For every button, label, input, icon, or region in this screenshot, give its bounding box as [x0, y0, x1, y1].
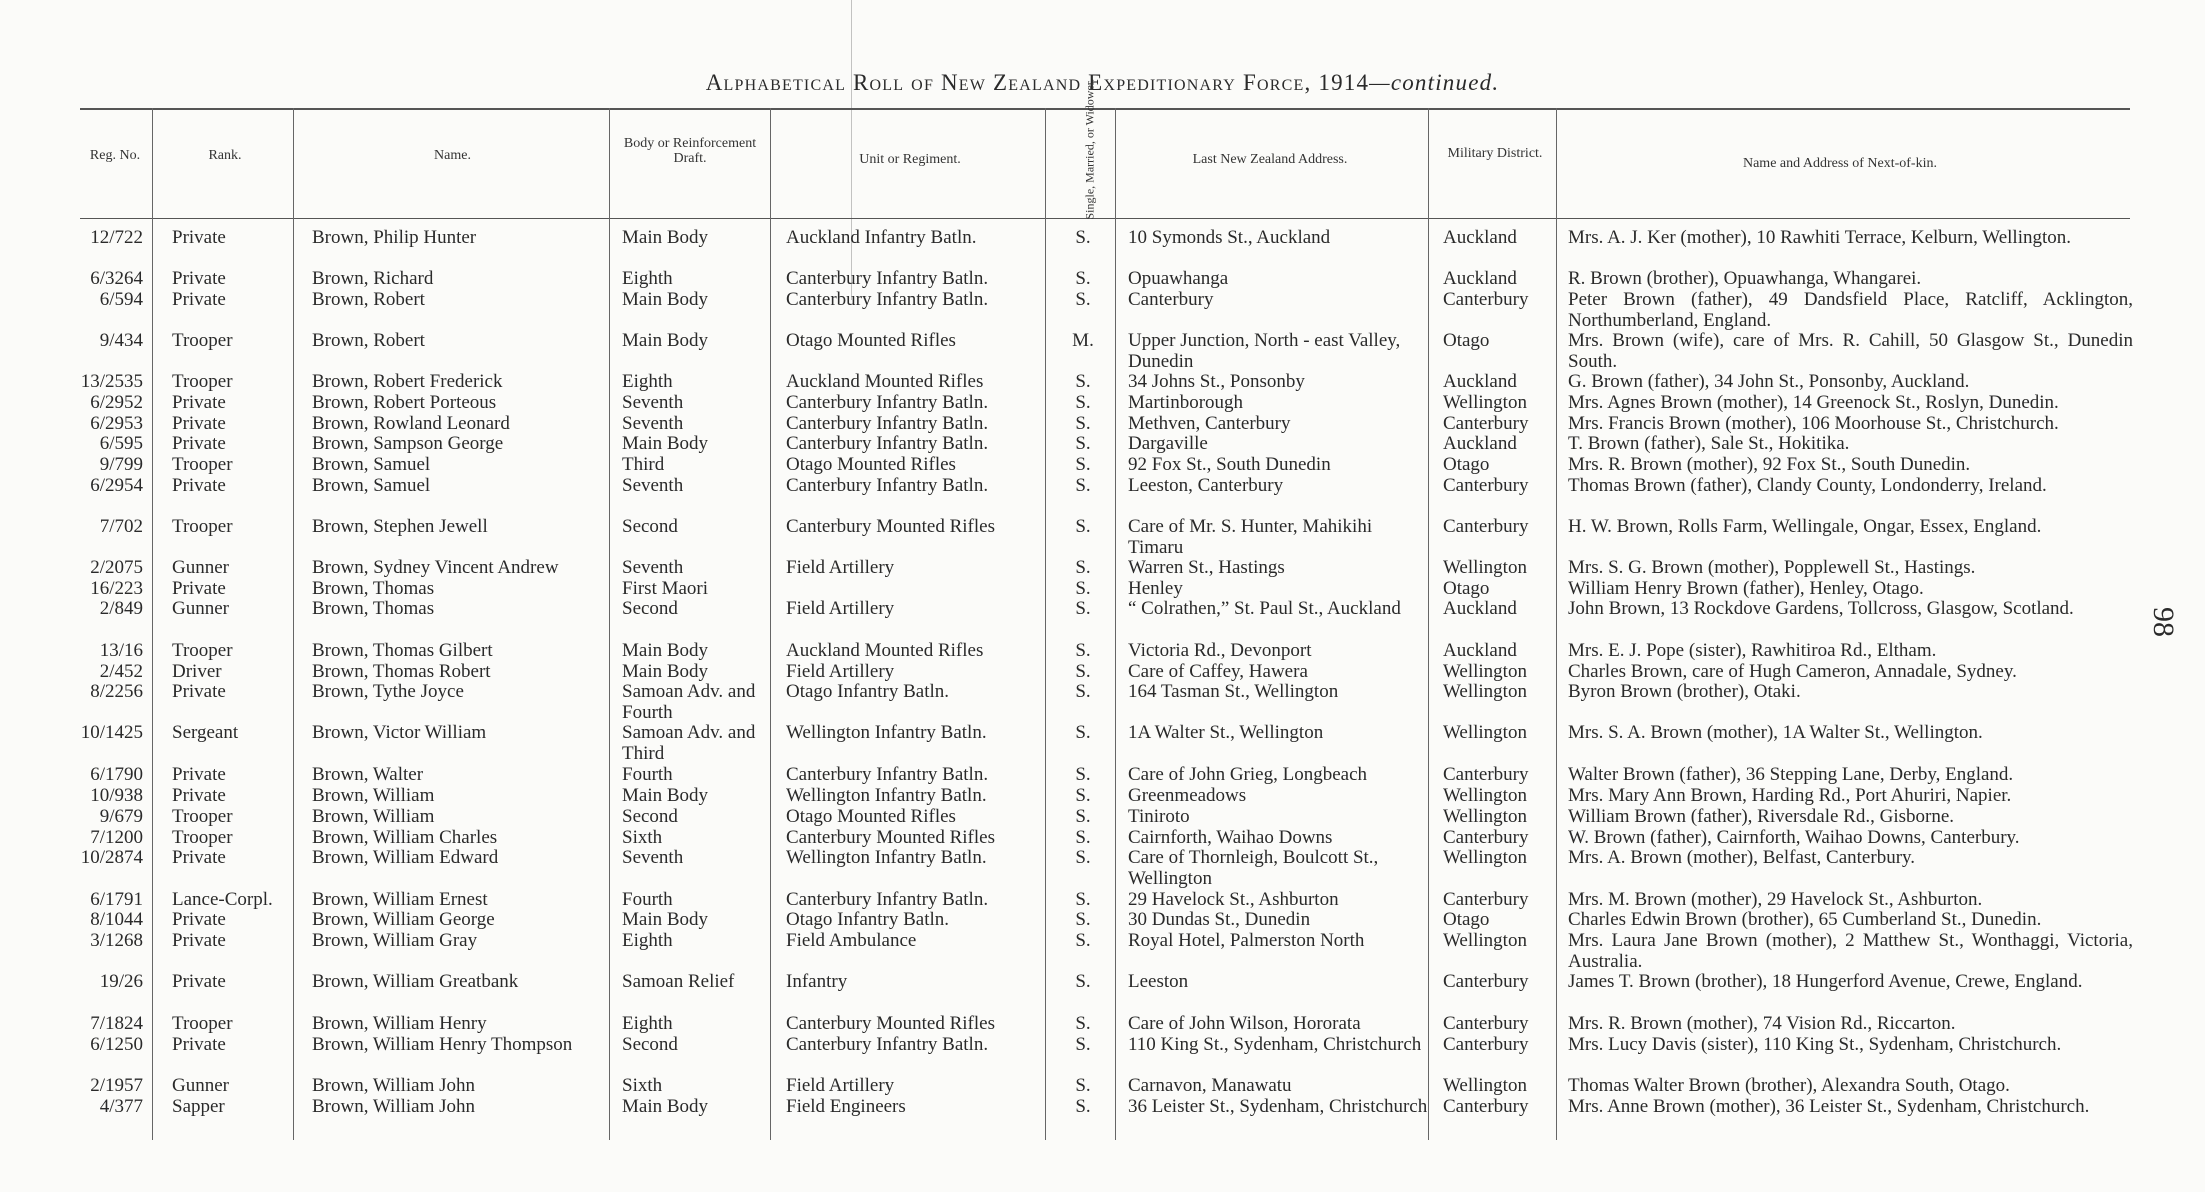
- cell-unit: Otago Infantry Batln.: [786, 681, 950, 702]
- cell-address: Leeston, Canterbury: [1128, 475, 1284, 496]
- cell-address: Warren St., Hastings: [1128, 557, 1285, 578]
- column-rule: [1428, 108, 1429, 1140]
- header-marital-status: Single, Married, or Widower.: [1082, 78, 1097, 220]
- cell-status: S.: [1075, 227, 1091, 248]
- cell-rank: Trooper: [172, 371, 233, 392]
- cell-body: First Maori: [622, 578, 709, 599]
- header-military-district: Military District.: [1447, 146, 1543, 161]
- cell-district: Canterbury: [1443, 413, 1529, 434]
- cell-district: Canterbury: [1443, 827, 1529, 848]
- cell-body: Second: [622, 806, 678, 827]
- cell-status: S.: [1075, 847, 1091, 868]
- cell-rank: Private: [172, 392, 226, 413]
- cell-reg: 12/722: [90, 227, 143, 248]
- cell-district: Canterbury: [1443, 764, 1529, 785]
- cell-rank: Private: [172, 475, 226, 496]
- cell-reg: 10/938: [90, 785, 143, 806]
- cell-address: 30 Dundas St., Dunedin: [1128, 909, 1311, 930]
- cell-reg: 6/2952: [90, 392, 143, 413]
- cell-district: Wellington: [1443, 1075, 1527, 1096]
- header-name: Name.: [434, 148, 471, 163]
- cell-district: Canterbury: [1443, 1096, 1529, 1117]
- cell-status: S.: [1075, 289, 1091, 310]
- cell-district: Otago: [1443, 578, 1490, 599]
- column-rule: [152, 108, 153, 1140]
- column-rule: [1556, 108, 1557, 1140]
- cell-address: Care of Mr. S. Hunter, Mahikihi Timaru: [1128, 516, 1373, 558]
- cell-unit: Canterbury Infantry Batln.: [786, 433, 989, 454]
- cell-unit: Field Engineers: [786, 1096, 906, 1117]
- cell-reg: 8/2256: [90, 681, 143, 702]
- cell-body: Samoan Relief: [622, 971, 735, 992]
- cell-kin: William Henry Brown (father), Henley, Otago.: [1568, 578, 1924, 599]
- cell-status: S.: [1075, 909, 1091, 930]
- cell-rank: Private: [172, 971, 226, 992]
- cell-body: Fourth: [622, 764, 673, 785]
- cell-name: Brown, Robert: [312, 289, 425, 310]
- cell-address: Victoria Rd., Devonport: [1128, 640, 1312, 661]
- cell-rank: Private: [172, 578, 226, 599]
- cell-kin: G. Brown (father), 34 John St., Ponsonby, Auckland.: [1568, 371, 1970, 392]
- cell-district: Auckland: [1443, 268, 1517, 289]
- cell-name: Brown, Thomas: [312, 578, 435, 599]
- cell-status: S.: [1075, 475, 1091, 496]
- cell-body: Main Body: [622, 289, 709, 310]
- cell-name: Brown, Samuel: [312, 475, 431, 496]
- cell-reg: 3/1268: [90, 930, 143, 951]
- cell-unit: Auckland Infantry Batln.: [786, 227, 977, 248]
- cell-unit: Canterbury Infantry Batln.: [786, 268, 989, 289]
- cell-name: Brown, Richard: [312, 268, 434, 289]
- cell-name: Brown, Robert Frederick: [312, 371, 503, 392]
- cell-address: 110 King St., Sydenham, Christchurch: [1128, 1034, 1422, 1055]
- cell-status: S.: [1075, 268, 1091, 289]
- cell-reg: 9/679: [99, 806, 143, 827]
- cell-kin: W. Brown (father), Cairnforth, Waihao Downs, Canterbury.: [1568, 827, 2020, 848]
- cell-district: Canterbury: [1443, 1034, 1529, 1055]
- cell-unit: Canterbury Mounted Rifles: [786, 827, 995, 848]
- cell-kin: Mrs. A. J. Ker (mother), 10 Rawhiti Terrace, Kelburn, Wellington.: [1568, 227, 2071, 248]
- cell-body: Eighth: [622, 371, 673, 392]
- cell-kin: Mrs. A. Brown (mother), Belfast, Canterbury.: [1568, 847, 1916, 868]
- cell-address: 34 Johns St., Ponsonby: [1128, 371, 1305, 392]
- cell-body: Eighth: [622, 1013, 673, 1034]
- cell-address: Henley: [1128, 578, 1183, 599]
- cell-reg: 2/1957: [90, 1075, 143, 1096]
- cell-kin: Mrs. S. G. Brown (mother), Popplewell St., Hastings.: [1568, 557, 1976, 578]
- cell-rank: Gunner: [172, 1075, 229, 1096]
- cell-kin: T. Brown (father), Sale St., Hokitika.: [1568, 433, 1850, 454]
- cell-body: Main Body: [622, 640, 709, 661]
- cell-status: S.: [1075, 1013, 1091, 1034]
- cell-reg: 4/377: [99, 1096, 143, 1117]
- cell-reg: 6/1791: [90, 889, 143, 910]
- cell-name: Brown, Victor William: [312, 722, 487, 743]
- cell-address: Care of John Grieg, Longbeach: [1128, 764, 1368, 785]
- cell-rank: Private: [172, 1034, 226, 1055]
- column-rule: [1115, 108, 1116, 1140]
- cell-status: S.: [1075, 1096, 1091, 1117]
- cell-body: Main Body: [622, 909, 709, 930]
- cell-status: S.: [1075, 827, 1091, 848]
- cell-district: Canterbury: [1443, 889, 1529, 910]
- cell-address: Methven, Canterbury: [1128, 413, 1291, 434]
- cell-name: Brown, Sydney Vincent Andrew: [312, 557, 559, 578]
- cell-status: S.: [1075, 889, 1091, 910]
- cell-reg: 2/2075: [90, 557, 143, 578]
- cell-unit: Canterbury Infantry Batln.: [786, 764, 989, 785]
- cell-reg: 6/2954: [90, 475, 143, 496]
- cell-kin: Mrs. E. J. Pope (sister), Rawhitiroa Rd., Eltham.: [1568, 640, 1937, 661]
- cell-district: Auckland: [1443, 433, 1517, 454]
- cell-unit: Wellington Infantry Batln.: [786, 722, 987, 743]
- cell-unit: Otago Mounted Rifles: [786, 330, 956, 351]
- cell-body: Samoan Adv. and Third: [622, 722, 756, 764]
- cell-unit: Canterbury Infantry Batln.: [786, 289, 989, 310]
- cell-name: Brown, William John: [312, 1075, 476, 1096]
- cell-body: Eighth: [622, 930, 673, 951]
- cell-district: Wellington: [1443, 661, 1527, 682]
- cell-name: Brown, William George: [312, 909, 495, 930]
- cell-rank: Private: [172, 930, 226, 951]
- cell-kin: Mrs. Brown (wife), care of Mrs. R. Cahill, 50 Glasgow St., Dunedin South.: [1568, 330, 2133, 372]
- cell-name: Brown, Robert Porteous: [312, 392, 497, 413]
- header-rank: Rank.: [208, 148, 242, 163]
- cell-status: S.: [1075, 516, 1091, 537]
- cell-status: S.: [1075, 640, 1091, 661]
- cell-district: Wellington: [1443, 806, 1527, 827]
- cell-address: 1A Walter St., Wellington: [1128, 722, 1324, 743]
- cell-rank: Lance-Corpl.: [172, 889, 273, 910]
- cell-reg: 13/16: [99, 640, 143, 661]
- cell-name: Brown, William Ernest: [312, 889, 488, 910]
- cell-status: S.: [1075, 930, 1091, 951]
- cell-name: Brown, Sampson George: [312, 433, 504, 454]
- cell-name: Brown, Rowland Leonard: [312, 413, 510, 434]
- cell-name: Brown, Samuel: [312, 454, 431, 475]
- cell-district: Auckland: [1443, 371, 1517, 392]
- cell-status: S.: [1075, 578, 1091, 599]
- cell-reg: 6/594: [99, 289, 143, 310]
- cell-rank: Private: [172, 764, 226, 785]
- header-reg-no: Reg. No.: [89, 148, 141, 163]
- cell-reg: 6/3264: [90, 268, 143, 289]
- cell-reg: 6/1250: [90, 1034, 143, 1055]
- cell-kin: Walter Brown (father), 36 Stepping Lane, Derby, England.: [1568, 764, 2014, 785]
- cell-body: Main Body: [622, 661, 709, 682]
- cell-body: Seventh: [622, 413, 684, 434]
- cell-name: Brown, Walter: [312, 764, 424, 785]
- cell-district: Canterbury: [1443, 475, 1529, 496]
- cell-district: Otago: [1443, 909, 1490, 930]
- cell-address: Opuawhanga: [1128, 268, 1229, 289]
- header-unit: Unit or Regiment.: [859, 152, 961, 167]
- cell-unit: Wellington Infantry Batln.: [786, 785, 987, 806]
- cell-rank: Private: [172, 785, 226, 806]
- cell-address: Upper Junction, North - east Valley, Dunedin: [1128, 330, 1401, 372]
- cell-status: S.: [1075, 1075, 1091, 1096]
- cell-unit: Wellington Infantry Batln.: [786, 847, 987, 868]
- cell-district: Wellington: [1443, 930, 1527, 951]
- cell-status: S.: [1075, 1034, 1091, 1055]
- cell-rank: Private: [172, 227, 226, 248]
- cell-rank: Trooper: [172, 806, 233, 827]
- cell-status: S.: [1075, 557, 1091, 578]
- cell-body: Sixth: [622, 827, 663, 848]
- cell-address: Leeston: [1128, 971, 1189, 992]
- cell-kin: Mrs. Anne Brown (mother), 36 Leister St., Sydenham, Christchurch.: [1568, 1096, 2090, 1117]
- cell-rank: Private: [172, 268, 226, 289]
- cell-name: Brown, Robert: [312, 330, 425, 351]
- cell-reg: 6/595: [99, 433, 143, 454]
- header-next-of-kin: Name and Address of Next-of-kin.: [1742, 156, 1937, 171]
- cell-unit: Infantry: [786, 971, 848, 992]
- cell-district: Otago: [1443, 454, 1490, 475]
- cell-reg: 10/2874: [80, 847, 143, 868]
- cell-name: Brown, William Gray: [312, 930, 478, 951]
- cell-reg: 10/1425: [80, 722, 143, 743]
- cell-name: Brown, William Henry: [312, 1013, 487, 1034]
- cell-district: Wellington: [1443, 681, 1527, 702]
- cell-kin: Mrs. M. Brown (mother), 29 Havelock St., Ashburton.: [1568, 889, 1983, 910]
- cell-body: Main Body: [622, 433, 709, 454]
- cell-unit: Field Artillery: [786, 598, 895, 619]
- cell-name: Brown, Tythe Joyce: [312, 681, 464, 702]
- header-address: Last New Zealand Address.: [1192, 152, 1348, 167]
- cell-rank: Gunner: [172, 598, 229, 619]
- cell-name: Brown, William Edward: [312, 847, 499, 868]
- cell-rank: Trooper: [172, 640, 233, 661]
- cell-reg: 2/452: [99, 661, 143, 682]
- cell-rank: Private: [172, 289, 226, 310]
- cell-status: S.: [1075, 454, 1091, 475]
- cell-status: S.: [1075, 413, 1091, 434]
- cell-address: Carnavon, Manawatu: [1128, 1075, 1292, 1096]
- cell-body: Seventh: [622, 392, 684, 413]
- cell-name: Brown, William: [312, 806, 435, 827]
- cell-status: S.: [1075, 433, 1091, 454]
- cell-address: Cairnforth, Waihao Downs: [1128, 827, 1333, 848]
- cell-rank: Driver: [172, 661, 222, 682]
- cell-address: 29 Havelock St., Ashburton: [1128, 889, 1339, 910]
- page-number: 98: [2147, 607, 2180, 637]
- cell-status: S.: [1075, 392, 1091, 413]
- cell-reg: 6/1790: [90, 764, 143, 785]
- cell-district: Canterbury: [1443, 289, 1529, 310]
- cell-kin: Mrs. Mary Ann Brown, Harding Rd., Port Ahuriri, Napier.: [1568, 785, 2012, 806]
- cell-rank: Trooper: [172, 516, 233, 537]
- cell-status: S.: [1075, 661, 1091, 682]
- cell-kin: Charles Brown, care of Hugh Cameron, Annadale, Sydney.: [1568, 661, 2017, 682]
- cell-name: Brown, Philip Hunter: [312, 227, 477, 248]
- cell-body: Second: [622, 1034, 678, 1055]
- cell-unit: Otago Mounted Rifles: [786, 806, 956, 827]
- cell-name: Brown, Thomas: [312, 598, 435, 619]
- cell-district: Wellington: [1443, 847, 1527, 868]
- header-bottom-rule: [80, 218, 2130, 219]
- cell-status: S.: [1075, 764, 1091, 785]
- cell-body: Second: [622, 598, 678, 619]
- cell-unit: Canterbury Mounted Rifles: [786, 516, 995, 537]
- cell-reg: 19/26: [99, 971, 143, 992]
- cell-address: Care of Caffey, Hawera: [1128, 661, 1308, 682]
- cell-address: 36 Leister St., Sydenham, Christchurch: [1128, 1096, 1428, 1117]
- cell-district: Canterbury: [1443, 971, 1529, 992]
- cell-address: “ Colrathen,” St. Paul St., Auckland: [1128, 598, 1401, 619]
- cell-unit: Field Artillery: [786, 557, 895, 578]
- cell-reg: 9/799: [99, 454, 143, 475]
- cell-rank: Private: [172, 413, 226, 434]
- page-title: Alphabetical Roll of New Zealand Expeditionary Force, 1914—continued.: [705, 70, 1500, 95]
- cell-kin: Mrs. Francis Brown (mother), 106 Moorhouse St., Christchurch.: [1568, 413, 2059, 434]
- cell-unit: Canterbury Infantry Batln.: [786, 392, 989, 413]
- cell-body: Main Body: [622, 1096, 709, 1117]
- cell-kin: Byron Brown (brother), Otaki.: [1568, 681, 1801, 702]
- cell-reg: 8/1044: [90, 909, 143, 930]
- cell-unit: Otago Mounted Rifles: [786, 454, 956, 475]
- cell-address: Care of Thornleigh, Boulcott St., Wellington: [1128, 847, 1379, 889]
- cell-reg: 7/1200: [90, 827, 143, 848]
- cell-district: Auckland: [1443, 598, 1517, 619]
- cell-name: Brown, Stephen Jewell: [312, 516, 488, 537]
- page-fold-mark: [851, 0, 852, 300]
- cell-body: Main Body: [622, 227, 709, 248]
- cell-rank: Private: [172, 681, 226, 702]
- table-top-rule: [80, 108, 2130, 110]
- cell-rank: Private: [172, 433, 226, 454]
- cell-address: Greenmeadows: [1128, 785, 1247, 806]
- column-rule: [770, 108, 771, 1140]
- cell-name: Brown, William John: [312, 1096, 476, 1117]
- cell-district: Canterbury: [1443, 516, 1529, 537]
- cell-kin: Peter Brown (father), 49 Dandsfield Place, Ratcliff, Acklington, Northumberland, England.: [1568, 289, 2133, 331]
- cell-address: Martinborough: [1128, 392, 1244, 413]
- cell-kin: Mrs. Laura Jane Brown (mother), 2 Matthew St., Wonthaggi, Victoria, Australia.: [1568, 930, 2133, 972]
- cell-name: Brown, William Greatbank: [312, 971, 519, 992]
- cell-kin: William Brown (father), Riversdale Rd., Gisborne.: [1568, 806, 1955, 827]
- cell-reg: 9/434: [99, 330, 143, 351]
- cell-kin: Charles Edwin Brown (brother), 65 Cumberland St., Dunedin.: [1568, 909, 2042, 930]
- cell-unit: Field Ambulance: [786, 930, 917, 951]
- header-body-draft: Body or Reinforcement Draft.: [623, 136, 757, 166]
- cell-district: Wellington: [1443, 557, 1527, 578]
- cell-name: Brown, Thomas Robert: [312, 661, 491, 682]
- cell-unit: Canterbury Infantry Batln.: [786, 413, 989, 434]
- cell-address: Dargaville: [1128, 433, 1208, 454]
- cell-status: S.: [1075, 806, 1091, 827]
- cell-rank: Sergeant: [172, 722, 239, 743]
- cell-address: 164 Tasman St., Wellington: [1128, 681, 1339, 702]
- cell-rank: Trooper: [172, 827, 233, 848]
- cell-district: Wellington: [1443, 392, 1527, 413]
- cell-reg: 7/1824: [90, 1013, 143, 1034]
- cell-reg: 2/849: [99, 598, 143, 619]
- cell-body: Fourth: [622, 889, 673, 910]
- cell-district: Wellington: [1443, 722, 1527, 743]
- cell-reg: 13/2535: [80, 371, 143, 392]
- cell-kin: Mrs. R. Brown (mother), 92 Fox St., South Dunedin.: [1568, 454, 1971, 475]
- cell-address: Care of John Wilson, Hororata: [1128, 1013, 1361, 1034]
- cell-body: Samoan Adv. and Fourth: [622, 681, 756, 723]
- cell-body: Sixth: [622, 1075, 663, 1096]
- cell-kin: Mrs. Lucy Davis (sister), 110 King St., Sydenham, Christchurch.: [1568, 1034, 2062, 1055]
- cell-rank: Private: [172, 847, 226, 868]
- cell-kin: H. W. Brown, Rolls Farm, Wellingale, Ongar, Essex, England.: [1568, 516, 2042, 537]
- cell-kin: Mrs. S. A. Brown (mother), 1A Walter St., Wellington.: [1568, 722, 1983, 743]
- cell-reg: 7/702: [99, 516, 143, 537]
- cell-body: Seventh: [622, 557, 684, 578]
- cell-name: Brown, William: [312, 785, 435, 806]
- cell-address: 92 Fox St., South Dunedin: [1128, 454, 1331, 475]
- cell-status: S.: [1075, 785, 1091, 806]
- cell-name: Brown, William Charles: [312, 827, 498, 848]
- cell-kin: John Brown, 13 Rockdove Gardens, Tollcross, Glasgow, Scotland.: [1568, 598, 2074, 619]
- cell-kin: Mrs. Agnes Brown (mother), 14 Greenock St., Roslyn, Dunedin.: [1568, 392, 2059, 413]
- cell-body: Second: [622, 516, 678, 537]
- cell-status: S.: [1075, 681, 1091, 702]
- cell-name: Brown, William Henry Thompson: [312, 1034, 573, 1055]
- cell-body: Seventh: [622, 475, 684, 496]
- cell-unit: Field Artillery: [786, 1075, 895, 1096]
- cell-unit: Canterbury Infantry Batln.: [786, 889, 989, 910]
- cell-status: S.: [1075, 371, 1091, 392]
- cell-reg: 16/223: [90, 578, 143, 599]
- cell-unit: Canterbury Infantry Batln.: [786, 1034, 989, 1055]
- cell-rank: Trooper: [172, 454, 233, 475]
- cell-unit: Canterbury Mounted Rifles: [786, 1013, 995, 1034]
- cell-rank: Trooper: [172, 330, 233, 351]
- cell-district: Auckland: [1443, 640, 1517, 661]
- cell-body: Main Body: [622, 785, 709, 806]
- column-rule: [293, 108, 294, 1140]
- cell-body: Third: [622, 454, 665, 475]
- cell-address: Tiniroto: [1128, 806, 1190, 827]
- cell-status: S.: [1075, 971, 1091, 992]
- cell-unit: Auckland Mounted Rifles: [786, 371, 984, 392]
- cell-address: 10 Symonds St., Auckland: [1128, 227, 1331, 248]
- cell-body: Main Body: [622, 330, 709, 351]
- cell-status: S.: [1075, 598, 1091, 619]
- cell-district: Wellington: [1443, 785, 1527, 806]
- cell-kin: R. Brown (brother), Opuawhanga, Whangarei.: [1568, 268, 1922, 289]
- cell-district: Canterbury: [1443, 1013, 1529, 1034]
- cell-kin: Thomas Brown (father), Clandy County, Londonderry, Ireland.: [1568, 475, 2047, 496]
- cell-reg: 6/2953: [90, 413, 143, 434]
- cell-status: S.: [1075, 722, 1091, 743]
- cell-kin: James T. Brown (brother), 18 Hungerford Avenue, Crewe, England.: [1568, 971, 2083, 992]
- cell-unit: Otago Infantry Batln.: [786, 909, 950, 930]
- cell-kin: Mrs. R. Brown (mother), 74 Vision Rd., Riccarton.: [1568, 1013, 1956, 1034]
- cell-address: Royal Hotel, Palmerston North: [1128, 930, 1365, 951]
- cell-kin: Thomas Walter Brown (brother), Alexandra South, Otago.: [1568, 1075, 2010, 1096]
- cell-district: Otago: [1443, 330, 1490, 351]
- cell-rank: Private: [172, 909, 226, 930]
- cell-name: Brown, Thomas Gilbert: [312, 640, 493, 661]
- cell-rank: Trooper: [172, 1013, 233, 1034]
- cell-unit: Auckland Mounted Rifles: [786, 640, 984, 661]
- cell-rank: Gunner: [172, 557, 229, 578]
- cell-rank: Sapper: [172, 1096, 225, 1117]
- cell-unit: Canterbury Infantry Batln.: [786, 475, 989, 496]
- cell-body: Eighth: [622, 268, 673, 289]
- cell-unit: Field Artillery: [786, 661, 895, 682]
- cell-body: Seventh: [622, 847, 684, 868]
- cell-address: Canterbury: [1128, 289, 1214, 310]
- cell-district: Auckland: [1443, 227, 1517, 248]
- cell-status: M.: [1072, 330, 1094, 351]
